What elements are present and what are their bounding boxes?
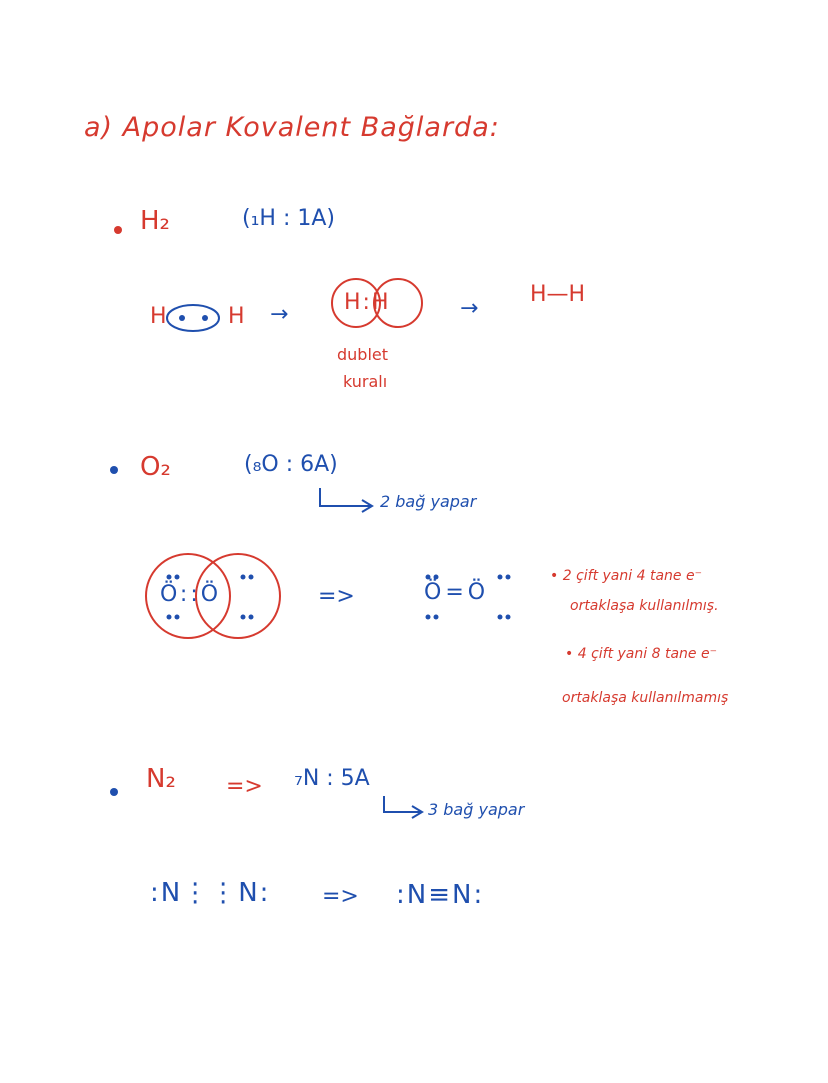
h2-lewis-right: H	[228, 304, 245, 329]
electron-dot	[506, 575, 511, 580]
electron-dot	[426, 575, 431, 580]
n2-bracket-arrow	[384, 796, 420, 812]
electron-dot	[249, 615, 254, 620]
o2-info: (₈O : 6A)	[244, 452, 338, 477]
o2-lewis: Ö::Ö	[160, 582, 222, 607]
electron-dot	[249, 575, 254, 580]
electron-dot	[167, 575, 172, 580]
o2-orbital-right	[196, 554, 280, 638]
o2-bracket-arrow	[320, 488, 370, 506]
h2-circled-lewis: H:H	[344, 290, 391, 315]
electron-dot	[241, 615, 246, 620]
electron-dot	[506, 615, 511, 620]
electron-dot	[426, 615, 431, 620]
o2-side-note-2-line2: ortaklaşa kullanılmamış	[562, 690, 729, 706]
h2-orbital-right	[374, 279, 422, 327]
page-title: a) Apolar Kovalent Bağlarda:	[84, 112, 500, 143]
h2-bond: H—H	[530, 282, 586, 307]
o2-implies: =>	[318, 584, 355, 609]
electron-dot	[167, 615, 172, 620]
h2-note-line1: dublet	[337, 345, 389, 364]
electron-dot	[498, 615, 503, 620]
n2-implies-1: =>	[226, 774, 263, 799]
h2-bond-ellipse	[167, 305, 219, 331]
n2-bond-note: 3 bağ yapar	[428, 800, 525, 819]
o2-side-note-1-line1: • 2 çift yani 4 tane e⁻	[550, 568, 702, 584]
n2-lewis: :N⋮⋮N:	[150, 878, 271, 908]
o2-bond-note: 2 bağ yapar	[380, 492, 477, 511]
n2-info: ₇N : 5A	[294, 766, 370, 791]
n2-formula: N₂	[146, 764, 176, 794]
h2-info: (₁H : 1A)	[242, 206, 335, 231]
o2-side-note-2-line1: • 4 çift yani 8 tane e⁻	[565, 646, 717, 662]
electron-dot	[498, 575, 503, 580]
electron-dot	[202, 315, 208, 321]
h2-lewis-left: H	[150, 304, 167, 329]
h2-arrow-2: →	[460, 296, 479, 321]
electron-dot	[434, 575, 439, 580]
o2-formula: O₂	[140, 452, 171, 482]
electron-dot	[175, 575, 180, 580]
o2-side-note-1-line2: ortaklaşa kullanılmış.	[570, 598, 719, 614]
electron-dot	[175, 615, 180, 620]
h2-note-line2: kuralı	[343, 372, 388, 391]
electron-dot	[241, 575, 246, 580]
electron-dot	[179, 315, 185, 321]
h2-formula: H₂	[140, 206, 170, 236]
electron-dot	[434, 615, 439, 620]
n2-implies-2: =>	[322, 884, 359, 909]
o2-orbital-left	[146, 554, 230, 638]
n2-bond: :N≡N:	[396, 880, 485, 910]
h2-arrow-1: →	[270, 302, 289, 327]
h2-orbital-left	[332, 279, 380, 327]
o2-bond: Ö=Ö	[424, 580, 490, 605]
